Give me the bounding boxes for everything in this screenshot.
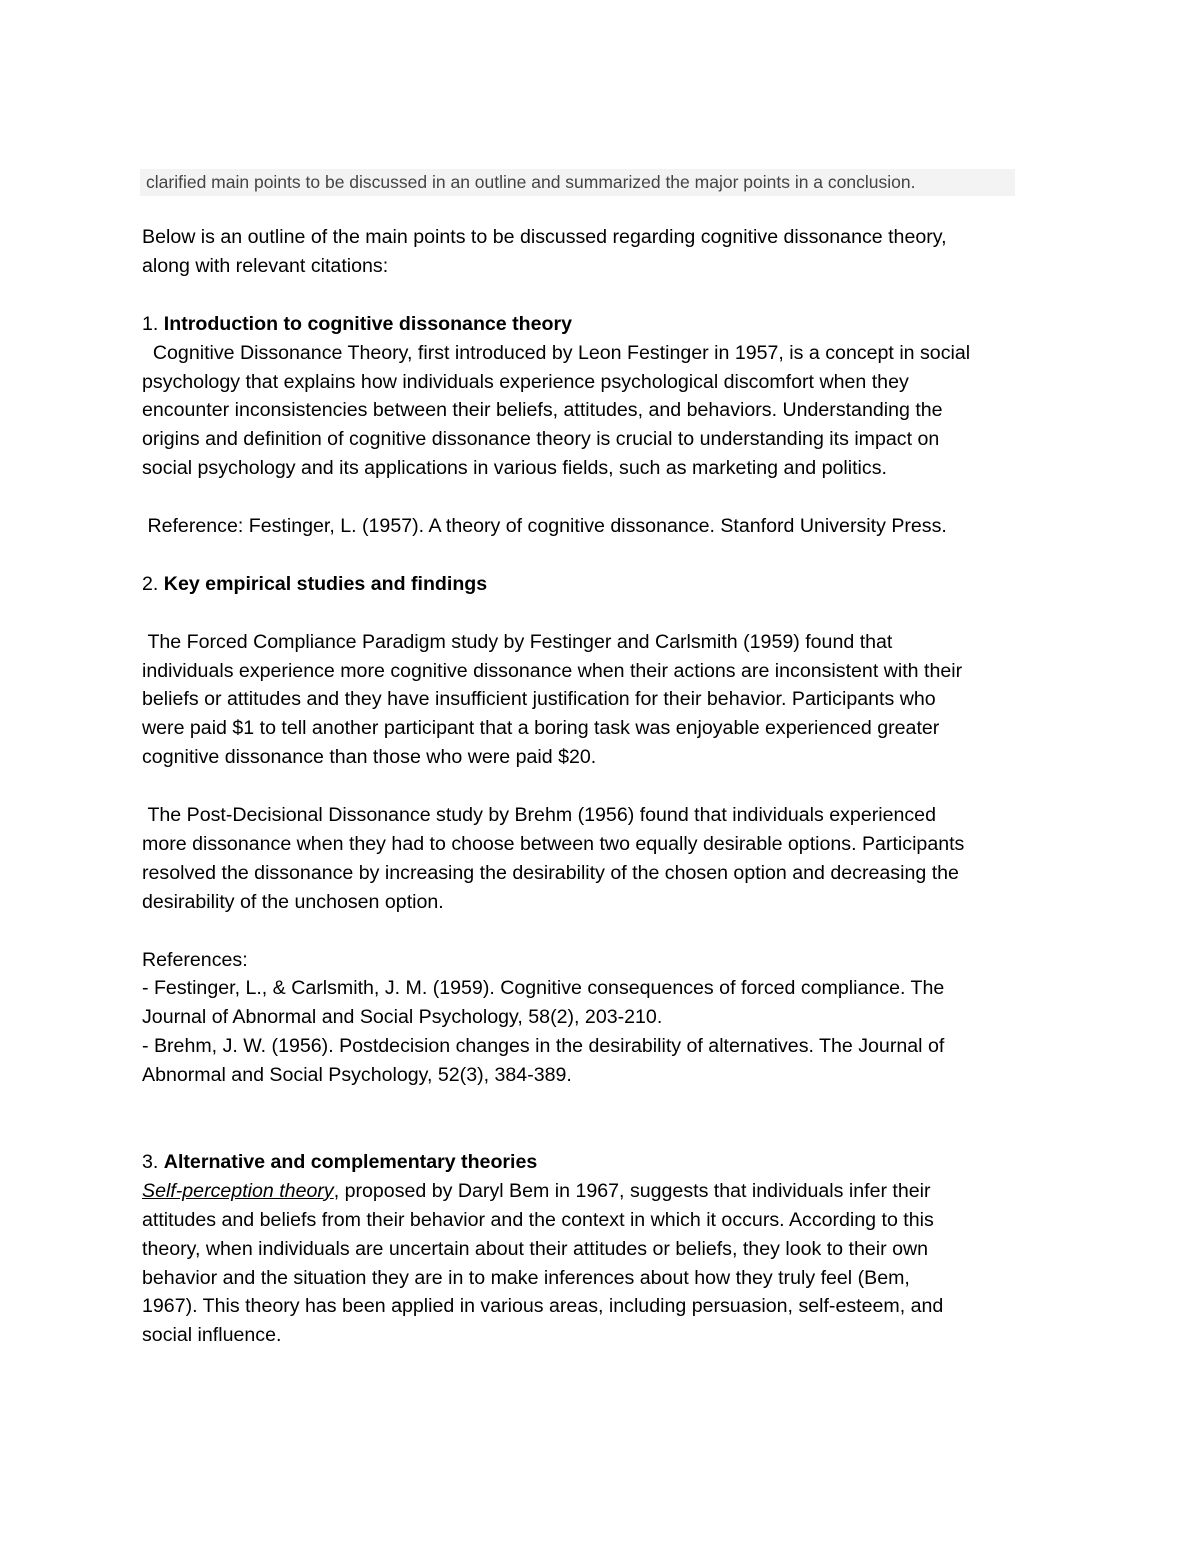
paragraph-line: resolved the dissonance by increasing the desirability of the chosen option and decreasing the	[142, 861, 959, 884]
reference-line: Journal of Abnormal and Social Psychology, 58(2), 203-210.	[142, 1006, 663, 1029]
intro-line: along with relevant citations:	[142, 254, 389, 277]
section-title: Key empirical studies and findings	[163, 572, 488, 595]
section-1-heading	[142, 310, 1062, 339]
paragraph-text: , proposed by Daryl Bem in 1967, suggests that individuals infer their	[333, 1179, 931, 1202]
paragraph-line: desirability of the unchosen option.	[142, 890, 444, 913]
reference-line: Abnormal and Social Psychology, 52(3), 384-389.	[142, 1064, 572, 1087]
section-number: 3.	[142, 1150, 164, 1173]
paragraph-line: The Post-Decisional Dissonance study by Brehm (1956) found that individuals experienced	[142, 804, 936, 827]
reference-line: - Brehm, J. W. (1956). Postdecision changes in the desirability of alternatives. The Journal of	[142, 1035, 945, 1058]
reference-line: Reference: Festinger, L. (1957). A theory of cognitive dissonance. Stanford University Press.	[142, 515, 947, 538]
paragraph-line: individuals experience more cognitive dissonance when their actions are inconsistent with their	[142, 659, 963, 682]
document-body	[142, 223, 1062, 1350]
section-2-heading	[142, 570, 1062, 599]
paragraph-line: origins and definition of cognitive dissonance theory is crucial to understanding its impact on	[142, 428, 940, 451]
reference-line: - Festinger, L., & Carlsmith, J. M. (1959). Cognitive consequences of forced compliance. The	[142, 977, 945, 1000]
paragraph-line: beliefs or attitudes and they have insufficient justification for their behavior. Participants who	[142, 688, 936, 711]
paragraph-line: social psychology and its applications in various fields, such as marketing and politics.	[142, 457, 887, 480]
section-title: Alternative and complementary theories	[163, 1150, 538, 1173]
paragraph-line: behavior and the situation they are in to make inferences about how they truly feel (Bem,	[142, 1266, 910, 1289]
paragraph-line: cognitive dissonance than those who were paid $20.	[142, 746, 597, 769]
paragraph-line: were paid $1 to tell another participant that a boring task was enjoyable experienced greater	[142, 717, 940, 740]
section-title: Introduction to cognitive dissonance theory	[163, 312, 573, 335]
paragraph-line: theory, when individuals are uncertain about their attitudes or beliefs, they look to their own	[142, 1237, 929, 1260]
paragraph-line: attitudes and beliefs from their behavior and the context in which it occurs. According to this	[142, 1208, 934, 1231]
paragraph-line: 1967). This theory has been applied in various areas, including persuasion, self-esteem, and	[142, 1295, 944, 1318]
intro-line: Below is an outline of the main points to be discussed regarding cognitive dissonance theory,	[142, 226, 947, 248]
paragraph-line: Cognitive Dissonance Theory, first introduced by Leon Festinger in 1957, is a concept in social	[142, 341, 971, 364]
paragraph-line: social influence.	[142, 1324, 282, 1347]
paragraph-line: psychology that explains how individuals experience psychological discomfort when they	[142, 370, 909, 393]
paragraph-line	[142, 1177, 1062, 1206]
section-3-heading	[142, 1148, 1062, 1177]
theory-term: Self-perception theory	[142, 1179, 334, 1202]
paragraph-line: The Forced Compliance Paradigm study by Festinger and Carlsmith (1959) found that	[142, 630, 893, 653]
paragraph-line: more dissonance when they had to choose between two equally desirable options. Participants	[142, 832, 965, 855]
paragraph-line: encounter inconsistencies between their beliefs, attitudes, and behaviors. Understanding the	[142, 399, 943, 422]
references-label: References:	[142, 948, 248, 971]
section-number: 2.	[142, 572, 164, 595]
section-number: 1.	[142, 312, 164, 335]
highlighted-text-line: clarified main points to be discussed in an outline and summarized the major points in a conclusion.	[140, 169, 1015, 196]
